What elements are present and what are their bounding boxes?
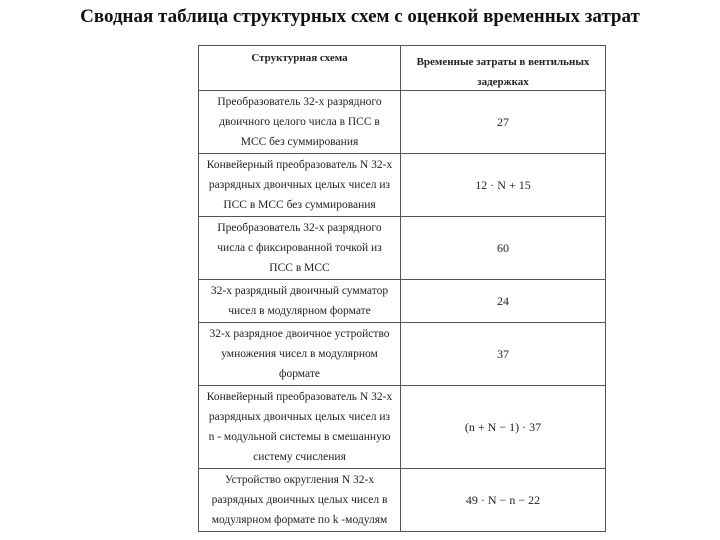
scheme-line: Преобразователь 32-х разрядного <box>217 222 382 234</box>
scheme-line: 32-х разрядное двоичное устройство <box>209 328 390 340</box>
time-cell: 24 <box>497 293 509 308</box>
scheme-cell <box>199 154 401 216</box>
table-row <box>199 280 605 323</box>
scheme-line: Устройство округления N 32-х <box>224 474 375 486</box>
scheme-line: модулярном формате по k -модулям <box>211 514 388 526</box>
table-row <box>199 154 605 217</box>
time-cell: 60 <box>497 240 509 255</box>
scheme-line: формате <box>279 368 320 380</box>
table-header <box>199 46 605 91</box>
scheme-cell <box>199 91 401 153</box>
scheme-line: Преобразователь 32-х разрядного <box>217 96 382 108</box>
table-row <box>199 217 605 280</box>
scheme-cell <box>199 386 401 468</box>
time-cell: (n + N − 1) · 37 <box>464 419 542 434</box>
header-scheme: Структурная схема <box>199 46 401 90</box>
time-cell: 37 <box>497 346 509 361</box>
scheme-line: двоичного целого числа в ПСС в <box>219 116 380 128</box>
scheme-line: систему счисления <box>253 451 346 463</box>
table-row <box>199 386 605 469</box>
scheme-cell <box>199 469 401 531</box>
scheme-line: 32-х разрядный двоичный сумматор <box>210 285 389 297</box>
scheme-line: Конвейерный преобразователь N 32-х <box>206 391 393 403</box>
header-time: Временные затраты в вентильных задержках <box>416 56 590 88</box>
scheme-line: разрядных двоичных целых чисел из <box>208 411 391 423</box>
scheme-line: числа с фиксированной точкой из <box>217 242 382 254</box>
time-cell: 27 <box>497 114 509 129</box>
table-row <box>199 323 605 386</box>
page-title: Сводная таблица структурных схем с оценкой временных затрат <box>80 6 640 27</box>
scheme-cell <box>199 323 401 385</box>
summary-table <box>198 45 606 532</box>
scheme-cell <box>199 217 401 279</box>
table-row <box>199 91 605 154</box>
time-cell: 49 · N − n − 22 <box>465 492 541 507</box>
scheme-line: Конвейерный преобразователь N 32-х <box>206 159 393 171</box>
table-row <box>199 469 605 531</box>
scheme-line: n - модульной системы в смешанную <box>208 431 391 443</box>
scheme-line: чисел в модулярном формате <box>228 305 371 317</box>
scheme-line: умножения чисел в модулярном <box>221 348 378 360</box>
scheme-line: ПСС в МСС <box>269 262 330 274</box>
scheme-line: разрядных двоичных целых чисел из <box>208 179 391 191</box>
scheme-cell <box>199 280 401 322</box>
time-cell: 12 · N + 15 <box>475 177 531 192</box>
scheme-line: ПСС в МСС без суммирования <box>223 199 376 211</box>
scheme-line: разрядных двоичных целых чисел в <box>211 494 388 506</box>
scheme-line: МСС без суммирования <box>240 136 359 148</box>
